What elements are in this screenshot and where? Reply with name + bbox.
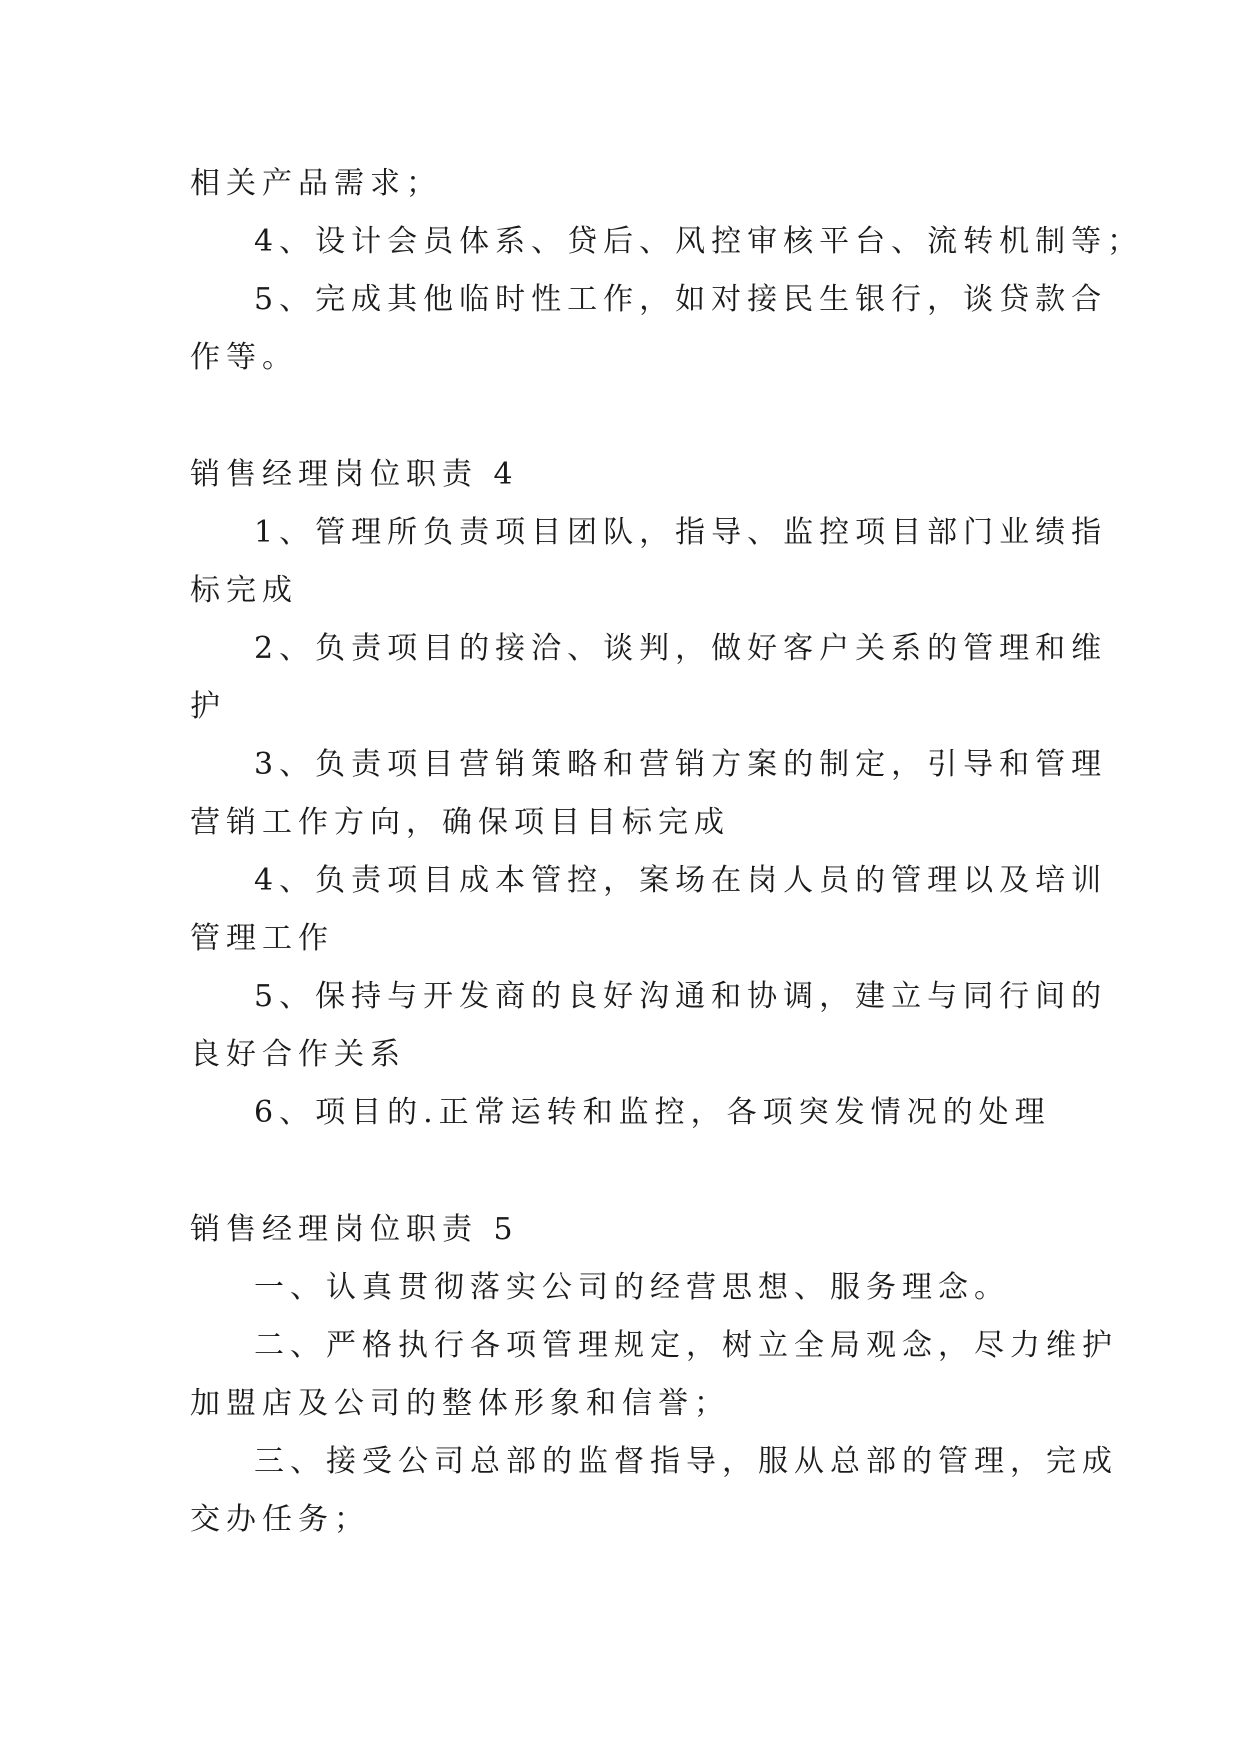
text-line: 三、接受公司总部的监督指导，服从总部的管理，完成	[254, 1444, 1118, 1479]
text-line: 6、项目的.正常运转和监控，各项突发情况的处理	[254, 1095, 1051, 1130]
text-line: 加盟店及公司的整体形象和信誉；	[190, 1386, 730, 1421]
text-line: 3、负责项目营销策略和营销方案的制定，引导和管理	[254, 747, 1108, 782]
text-line: 作等。	[190, 340, 298, 375]
text-line: 二、严格执行各项管理规定，树立全局观念，尽力维护	[254, 1328, 1118, 1363]
text-line: 营销工作方向，确保项目目标完成	[190, 805, 730, 840]
text-line: 4、设计会员体系、贷后、风控审核平台、流转机制等；	[254, 224, 1144, 259]
text-line: 交办任务；	[190, 1502, 370, 1537]
text-line: 管理工作	[190, 921, 334, 956]
text-line: 一、认真贯彻落实公司的经营思想、服务理念。	[254, 1270, 1010, 1305]
section-heading: 销售经理岗位职责 5	[190, 1212, 519, 1247]
text-line: 5、保持与开发商的良好沟通和协调，建立与同行间的	[254, 979, 1108, 1014]
text-line: 2、负责项目的接洽、谈判，做好客户关系的管理和维	[254, 631, 1108, 666]
text-line: 良好合作关系	[190, 1037, 406, 1072]
text-line: 标完成	[190, 573, 298, 608]
text-line: 相关产品需求；	[190, 166, 442, 201]
text-line: 4、负责项目成本管控，案场在岗人员的管理以及培训	[254, 863, 1108, 898]
text-line: 护	[190, 689, 226, 724]
text-line: 5、完成其他临时性工作，如对接民生银行，谈贷款合	[254, 282, 1108, 317]
text-line: 1、管理所负责项目团队，指导、监控项目部门业绩指	[254, 515, 1108, 550]
section-heading: 销售经理岗位职责 4	[190, 457, 519, 492]
